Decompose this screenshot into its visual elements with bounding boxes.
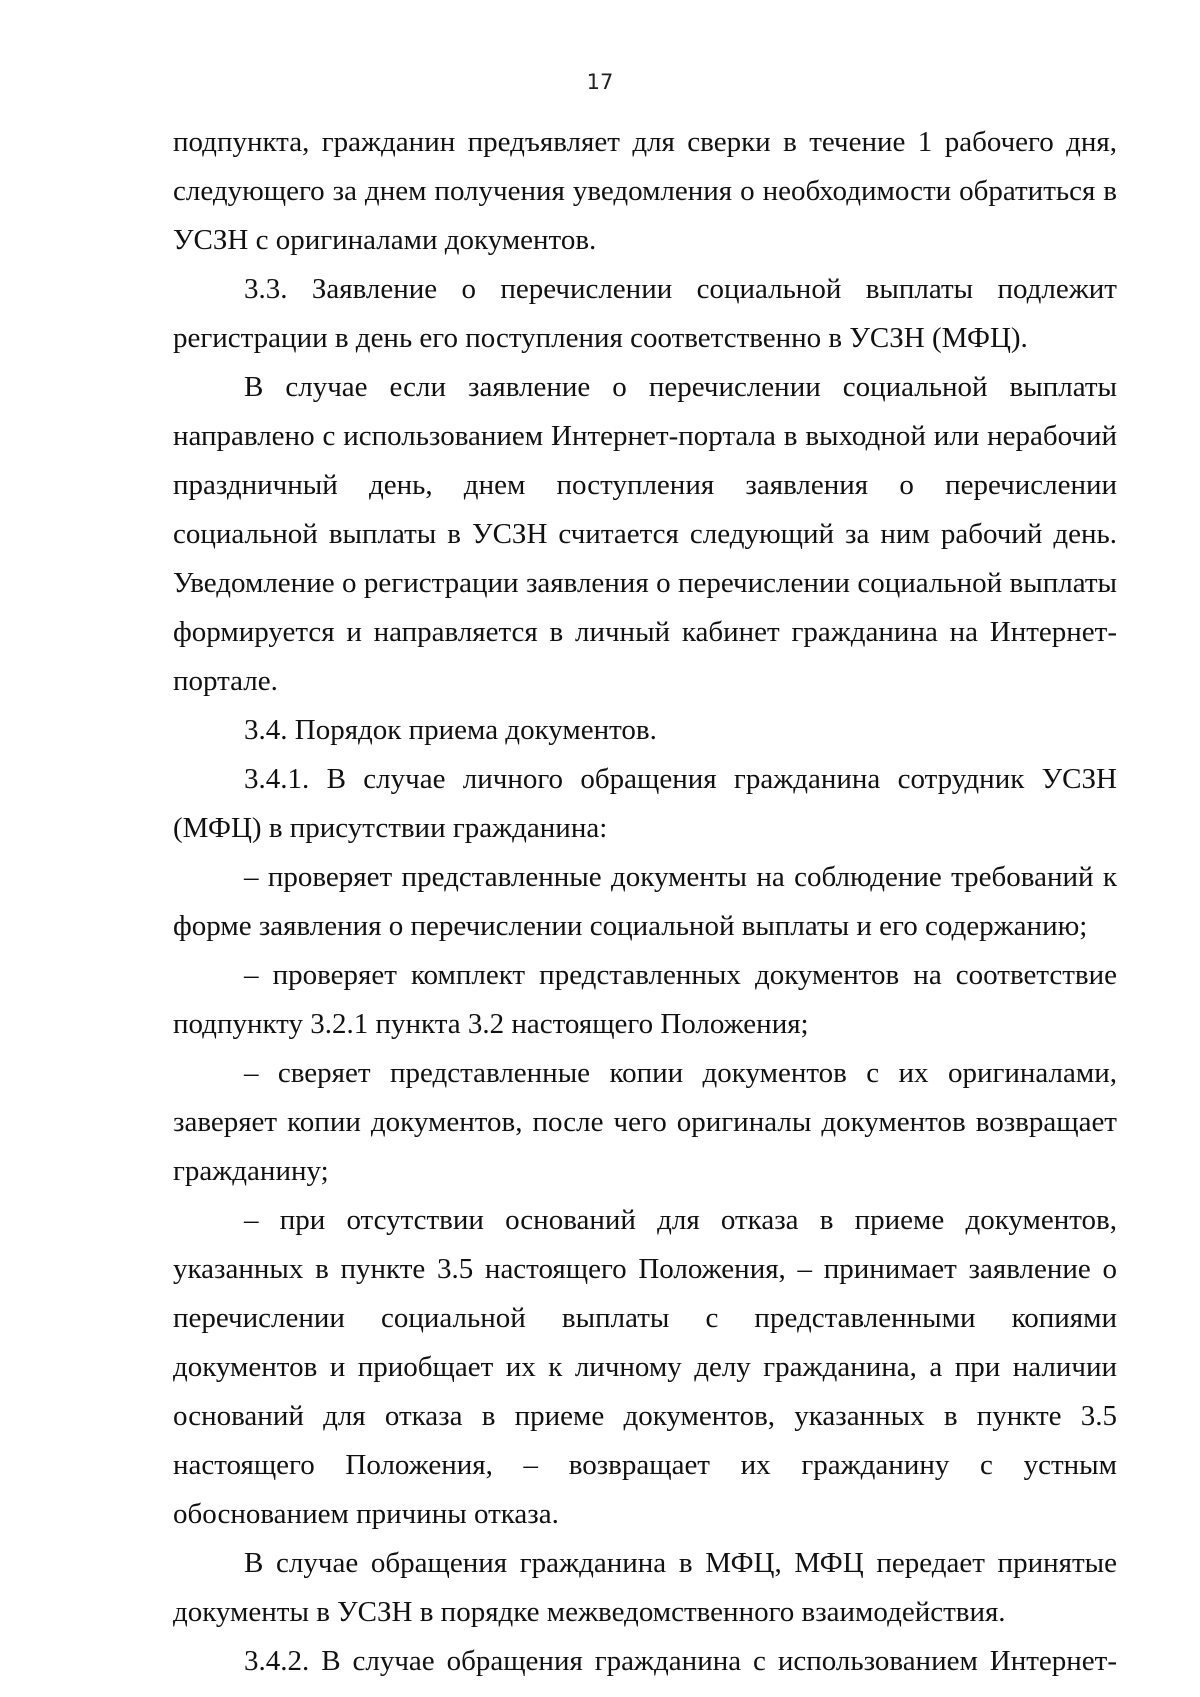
- bullet-check-completeness: – проверяет комплект представленных документов на соответствие подпункту 3.2.1 пункта 3.2 настоящего Положения;: [173, 959, 1117, 1040]
- paragraph-mfc-transfer: В случае обращения гражданина в МФЦ, МФЦ передает принятые документы в УСЗН в порядке межведомственного взаимодействия.: [173, 1547, 1117, 1628]
- document-body: [173, 118, 1117, 1686]
- bullet-accept-or-return: – при отсутствии оснований для отказа в приеме документов, указанных в пункте 3.5 настоящего Положения, – принимает заявление о перечислении социальной выплаты с представленными копиями документов и приобщает их к личному делу гражданина, а при наличии оснований для отказа в приеме документов, указанных в пункте 3.5 настоящего Положения, – возвращает их гражданину с устным обоснованием причины отказа.: [173, 1204, 1117, 1530]
- bullet-check-requirements: – проверяет представленные документы на соблюдение требований к форме заявления о перечислении социальной выплаты и его содержанию;: [173, 861, 1117, 942]
- bullet-verify-copies: – сверяет представленные копии документов с их оригиналами, заверяет копии документов, после чего оригиналы документов возвращает гражданину;: [173, 1057, 1117, 1187]
- paragraph-continuation: подпункта, гражданин предъявляет для сверки в течение 1 рабочего дня, следующего за днем получения уведомления о необходимости обратиться в УСЗН с оригиналами документов.: [173, 126, 1117, 256]
- paragraph-internet-portal: В случае если заявление о перечислении социальной выплаты направлено с использованием Интернет-портала в выходной или нерабочий праздничный день, днем поступления заявления о перечислении социальной выплаты в УСЗН считается следующий за ним рабочий день. Уведомление о регистрации заявления о перечислении социальной выплаты формируется и направляется в личный кабинет гражданина на Интернет-портале.: [173, 371, 1117, 697]
- paragraph-3-4-1: 3.4.1. В случае личного обращения гражданина сотрудник УСЗН (МФЦ) в присутствии гражданина:: [173, 763, 1117, 844]
- paragraph-3-3: 3.3. Заявление о перечислении социальной выплаты подлежит регистрации в день его поступления соответственно в УСЗН (МФЦ).: [173, 273, 1117, 354]
- paragraph-3-4-2: 3.4.2. В случае обращения гражданина с использованием Интернет-: [244, 1645, 1117, 1677]
- page-number: 17: [586, 70, 614, 94]
- paragraph-3-4: 3.4. Порядок приема документов.: [244, 714, 657, 746]
